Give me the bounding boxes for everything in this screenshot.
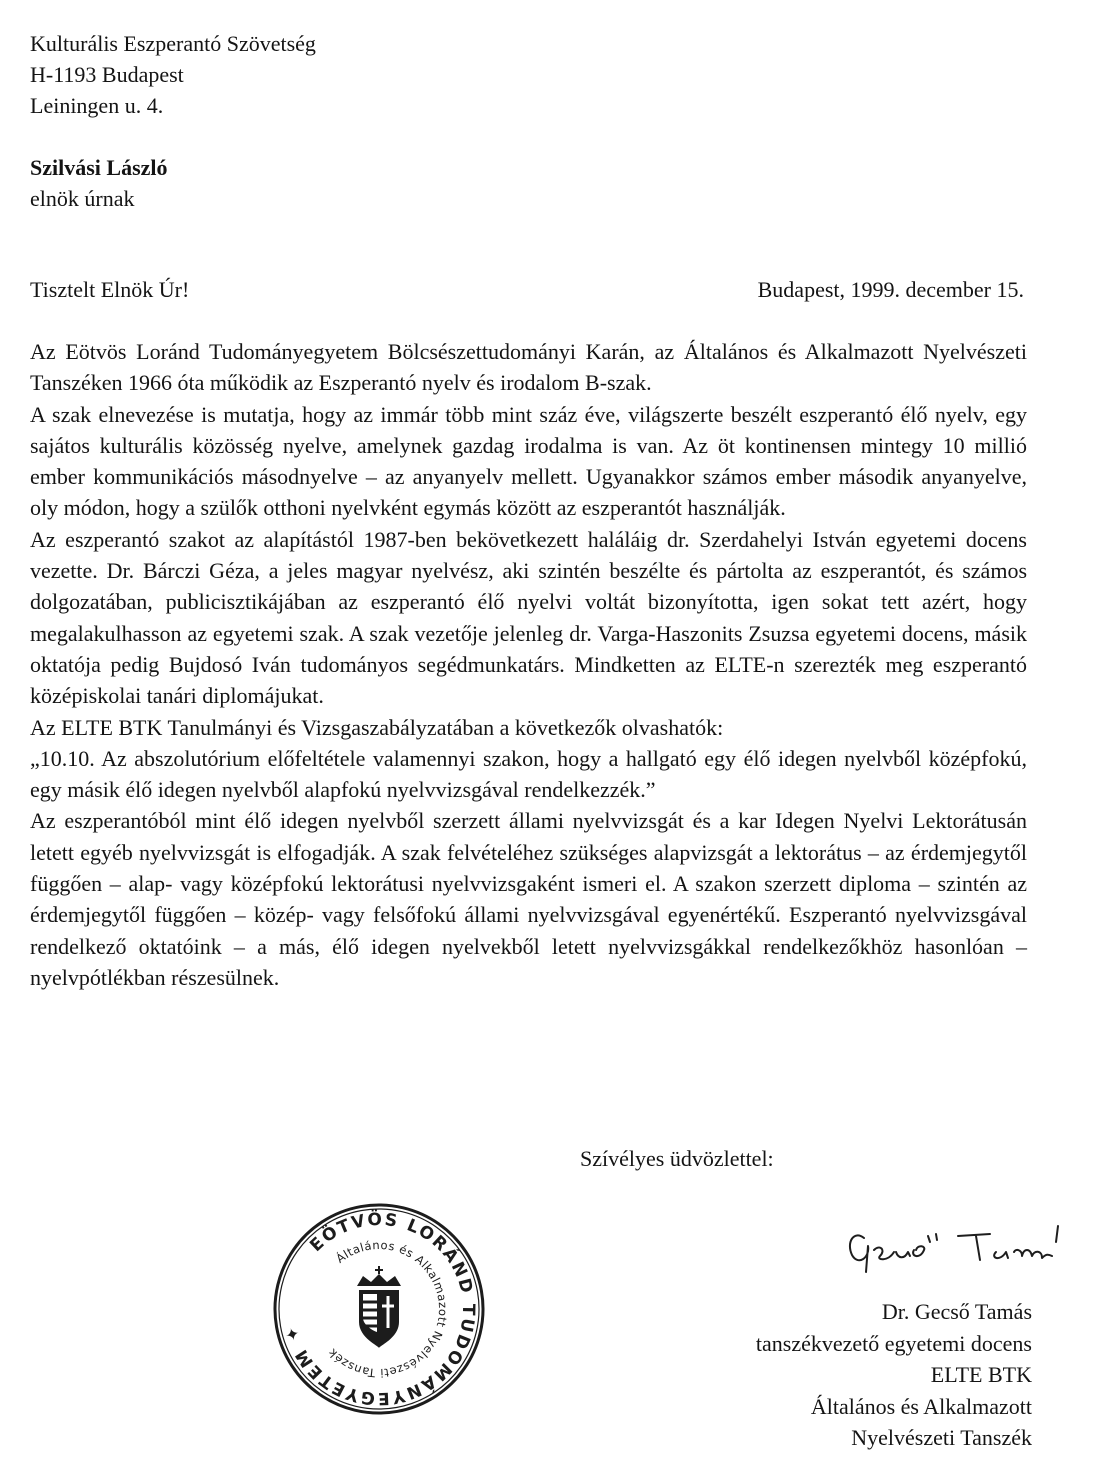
svg-text:Általános és Alkalmazott Nyelv: Általános és Alkalmazott Nyelvészeti Tanszék (325, 1237, 451, 1381)
recipient-name: Szilvási László (30, 155, 168, 180)
signer-department-line2: Nyelvészeti Tanszék (851, 1425, 1032, 1450)
sender-organization: Kulturális Eszperantó Szövetség (30, 31, 316, 56)
official-stamp (268, 1198, 490, 1420)
signer-faculty: ELTE BTK (930, 1362, 1032, 1387)
body-paragraph: Az Eötvös Loránd Tudományegyetem Bölcsészettudományi Karán, az Általános és Alkalmazott Nyelvészeti Tanszéken 1966 óta működik az Eszperantó nyelv és irodalom B-szak. (30, 339, 1027, 396)
signer-name: Dr. Gecső Tamás (881, 1299, 1032, 1324)
date-line: Budapest, 1999. december 15. (757, 277, 1024, 302)
closing-line: Szívélyes üdvözlettel: (580, 1146, 774, 1171)
recipient-block (30, 152, 168, 214)
salutation: Tisztelt Elnök Úr! (30, 277, 190, 302)
svg-text:EÖTVÖS LORÁND TUDOMÁNYEGYETEM: EÖTVÖS LORÁND TUDOMÁNYEGYETEM ✦ (281, 1209, 479, 1409)
body-paragraph: Az ELTE BTK Tanulmányi és Vizsgaszabályzatában a következők olvashatók: (30, 714, 724, 740)
sender-street: Leiningen u. 4. (30, 93, 164, 118)
body-paragraph: Az eszperantó szakot az alapítástól 1987-ben bekövetkezett haláláig dr. Szerdahelyi István egyetemi docens vezette. Dr. Bárczi Géza, a jeles magyar nyelvész, aki szintén beszélte és pártolta az eszperantót, és számos dolgozatában, publicisztikájában az eszperantó élő nyelvi voltát bizonyította, igen sokat tett azért, hogy megalakulhasson az egyetemi szak. A szak vezetője jelenleg dr. Varga-Haszonits Zsuzsa egyetemi docens, másik oktatója pedig Bujdosó Iván tudományos segédmunkatárs. Mindketten az ELTE-n szerezték meg eszperantó középiskolai tanári diplomájukat. (30, 526, 1027, 709)
handwritten-signature (830, 1200, 1080, 1280)
letter-body (30, 336, 1027, 993)
signature-block (756, 1296, 1032, 1454)
sender-postal: H-1193 Budapest (30, 62, 184, 87)
body-paragraph: A szak elnevezése is mutatja, hogy az immár több mint száz éve, világszerte beszélt eszperantó élő nyelv, egy sajátos kulturális közösség nyelve, amelynek gazdag irodalma is van. Az öt kontinensen mintegy 10 millió ember kommunikációs másodnyelve – az anyanyelv mellett. Ugyanakkor számos ember második anyanyelve, oly módon, hogy a szülők otthoni nyelvként egymás között az eszperantót használják. (30, 401, 1027, 521)
recipient-title: elnök úrnak (30, 186, 135, 211)
body-paragraph: Az eszperantóból mint élő idegen nyelvből szerzett állami nyelvvizsgát és a kar Idegen Nyelvi Lektorátusán letett egyéb nyelvvizsgát is elfogadják. A szak felvételéhez szükséges alapvizsgát a lektorátus – az érdemjegytől függően – alap- vagy középfokú lektorátusi nyelvvizsgaként ismeri el. A szakon szerzett diploma – szintén az érdemjegytől függően – közép- vagy felsőfokú állami nyelvvizsgával egyenértékű. Eszperantó nyelvvizsgával rendelkező oktatóink – a más, élő idegen nyelvekből letett nyelvvizsgákkal rendelkezőkhöz hasonlóan – nyelvpótlékban részesülnek. (30, 808, 1027, 990)
sender-address (30, 28, 316, 121)
signer-position: tanszékvezető egyetemi docens (755, 1330, 1032, 1356)
quoted-regulation: „10.10. Az abszolutórium előfeltétele valamennyi szakon, hogy a hallgató egy élő idegen nyelvből középfokú, egy másik élő idegen nyelvből alapfokú nyelvvizsgával rendelkezzék.” (30, 745, 1027, 803)
signer-department-line1: Általános és Alkalmazott (810, 1393, 1032, 1419)
